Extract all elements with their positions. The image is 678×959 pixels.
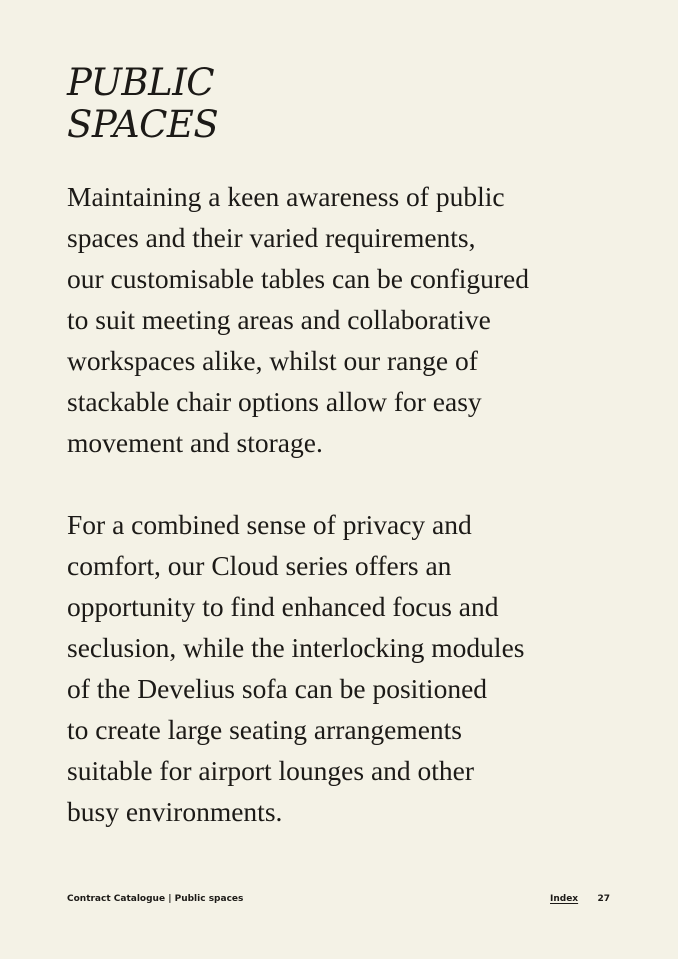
text-line: to suit meeting areas and collaborative: [67, 304, 491, 335]
text-line: busy environments.: [67, 796, 283, 827]
paragraph-1: [67, 176, 537, 463]
text-line: stackable chair options allow for easy: [67, 386, 482, 417]
text-line: to create large seating arrangements: [67, 714, 462, 745]
index-link[interactable]: Index: [550, 894, 579, 904]
text-line: spaces and their varied requirements,: [67, 222, 476, 253]
text-line: our customisable tables can be configured: [67, 263, 529, 294]
page-title-line-1: PUBLIC: [67, 61, 215, 104]
text-line: Maintaining a keen awareness of public: [67, 181, 505, 212]
page-footer: [67, 892, 610, 906]
body-copy: [67, 176, 537, 832]
text-line: comfort, our Cloud series offers an: [67, 550, 452, 581]
text-line: movement and storage.: [67, 427, 323, 458]
text-line: of the Develius sofa can be positioned: [67, 673, 488, 704]
text-line: suitable for airport lounges and other: [67, 755, 475, 786]
paragraph-2: [67, 504, 537, 832]
text-line: opportunity to find enhanced focus and: [67, 591, 499, 622]
page-title: [67, 62, 218, 146]
text-line: workspaces alike, whilst our range of: [67, 345, 478, 376]
footer-section-title: Contract Catalogue | Public spaces: [67, 894, 244, 904]
text-line: For a combined sense of privacy and: [67, 509, 472, 540]
text-line: seclusion, while the interlocking modules: [67, 632, 525, 663]
page-number: 27: [597, 894, 610, 904]
page-title-line-2: SPACES: [67, 103, 219, 146]
